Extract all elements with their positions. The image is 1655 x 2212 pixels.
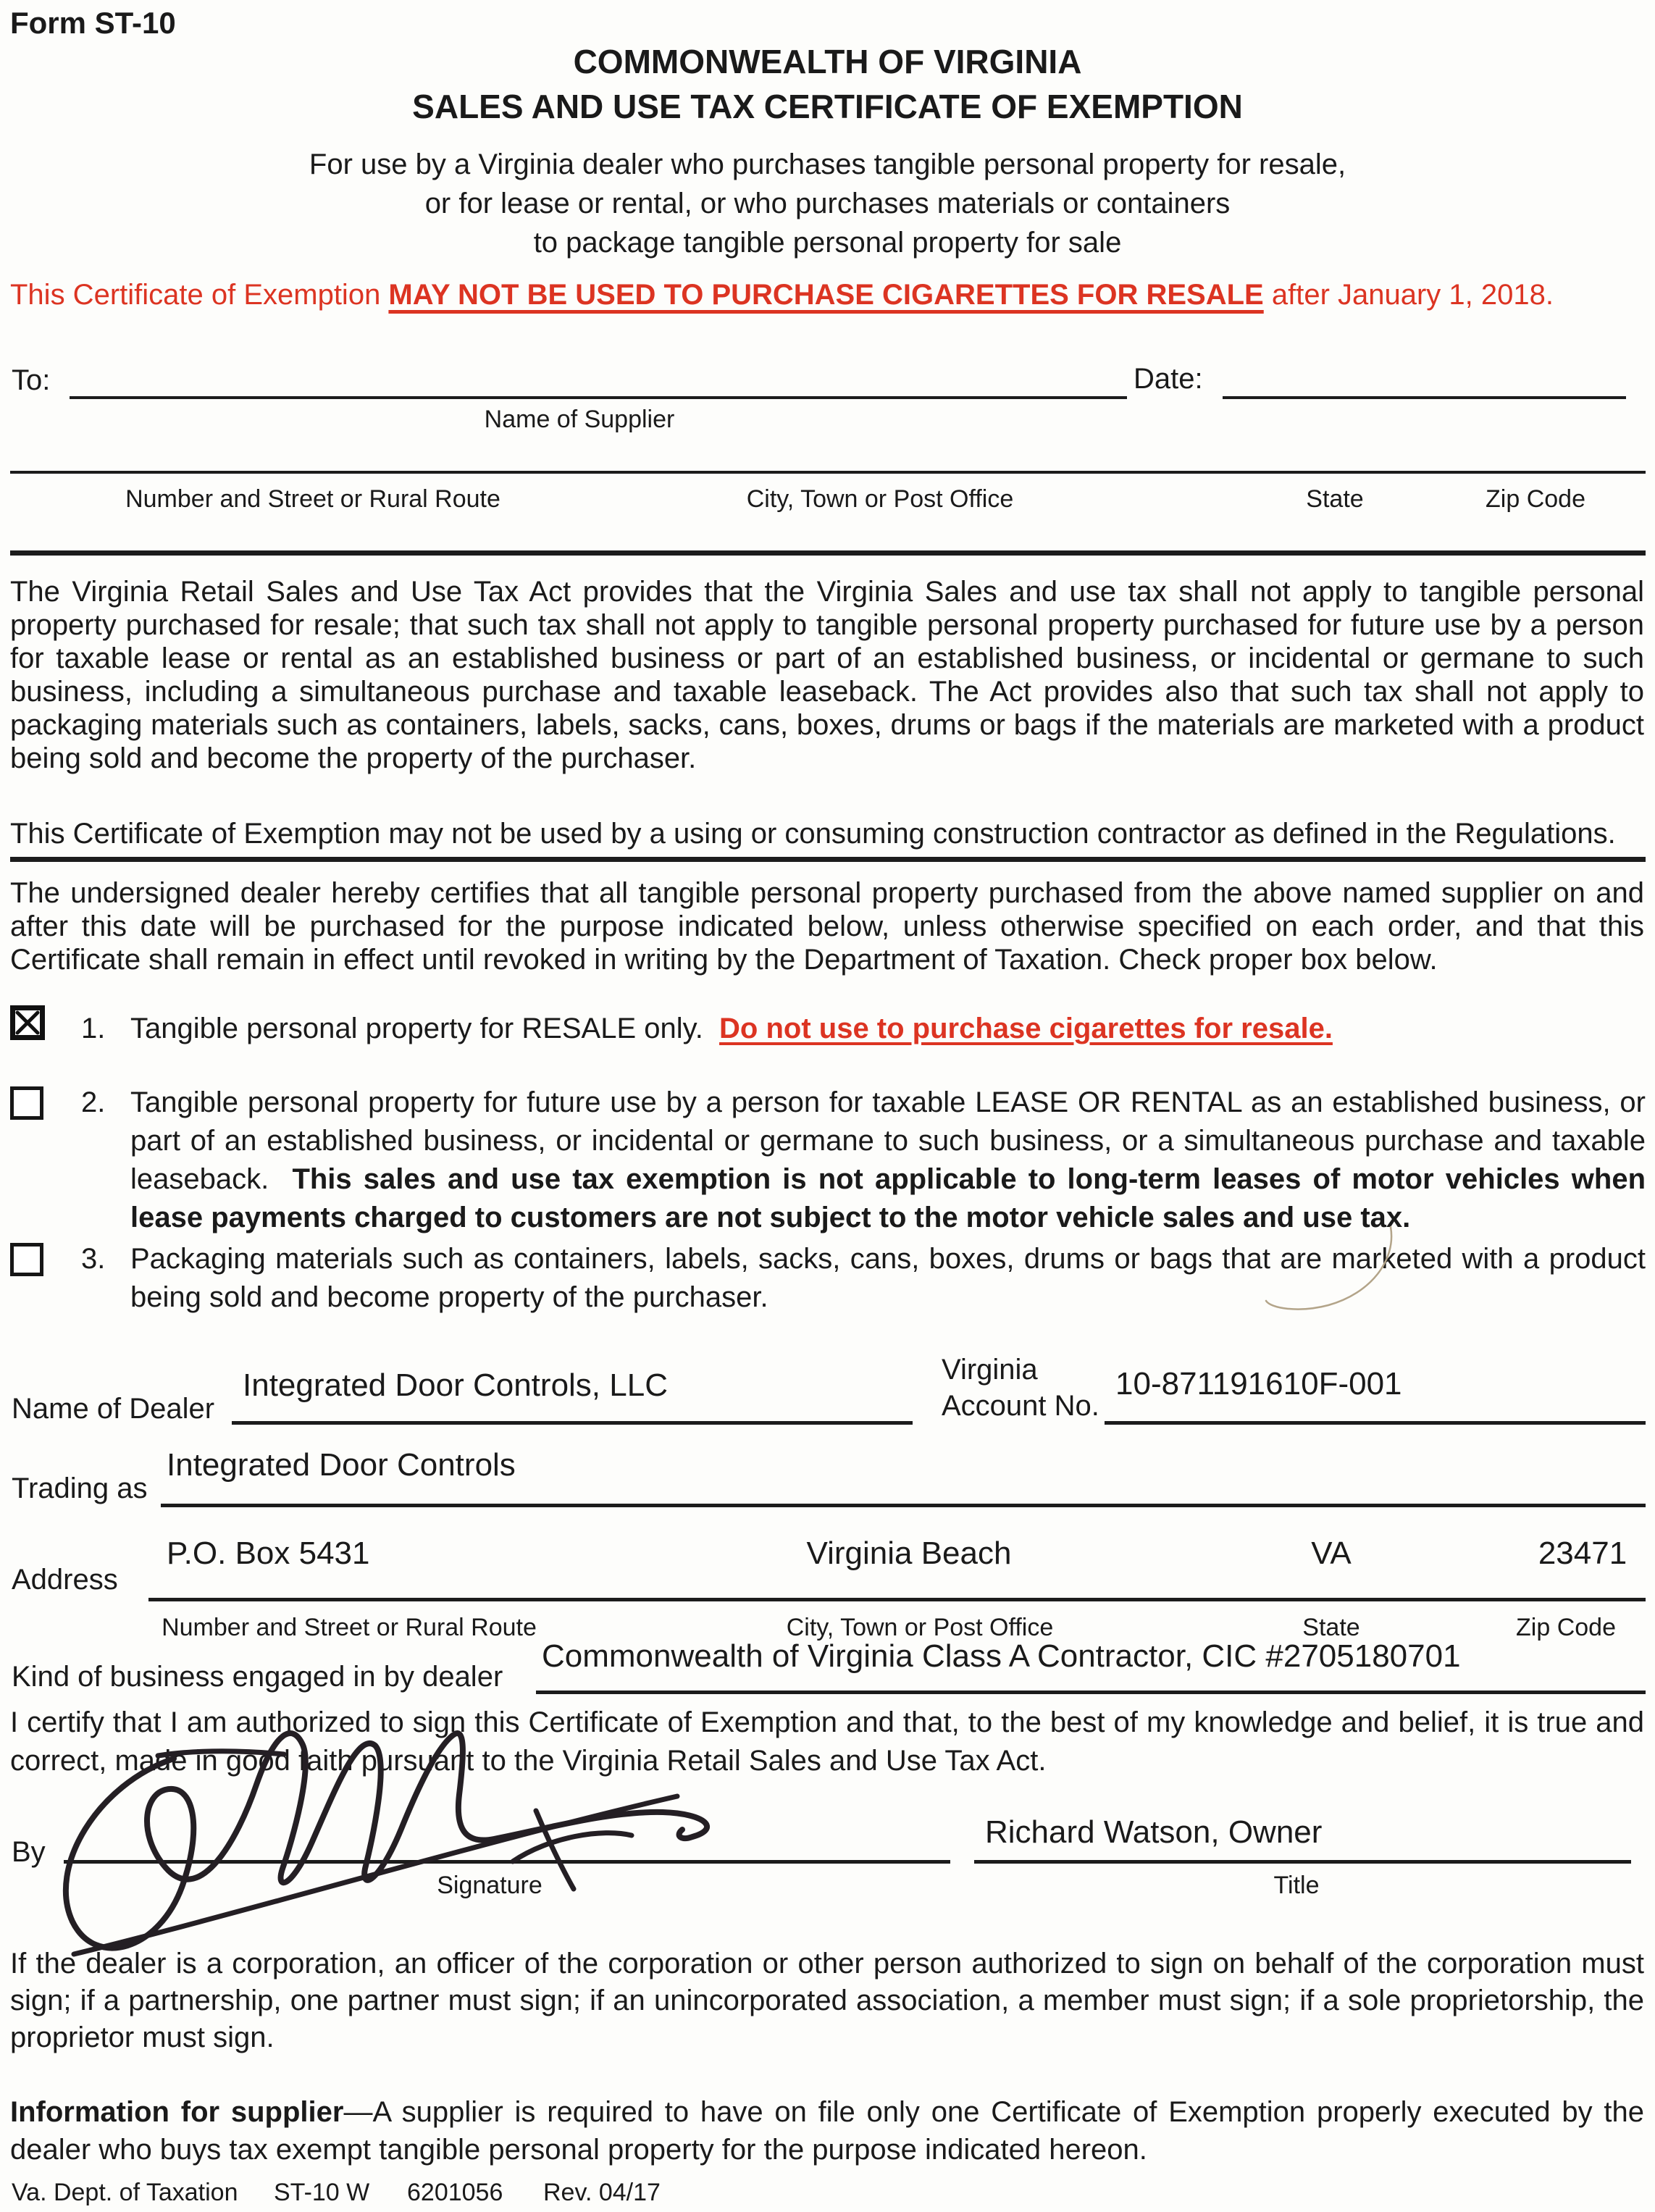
- dealer-street-label: Number and Street or Rural Route: [162, 1614, 537, 1641]
- supplier-info: [10, 2093, 1644, 2169]
- supplier-address-field[interactable]: [10, 471, 1646, 474]
- item-2-text: Tangible personal property for future use by a person for taxable LEASE OR RENTAL as an established business, or part of an established business, or incidental or germane to such business, or a simultaneous purchase and taxable leaseback. This sales and use tax exemption is not applicable to long-term leases of motor vehicles when lease payments charged to customers are not subject to the motor vehicle sales and use tax.: [130, 1086, 1646, 1233]
- form-number: Form ST-10: [10, 6, 176, 40]
- to-label: To:: [12, 364, 51, 396]
- subtitle-line3: to package tangible personal property for sale: [533, 227, 1122, 259]
- item-3-number: 3.: [81, 1243, 106, 1275]
- contractor-note: This Certificate of Exemption may not be used by a using or consuming construction contractor as defined in the Regulations.: [10, 818, 1616, 850]
- dealer-name-line[interactable]: [232, 1421, 913, 1425]
- account-label: Virginia Account No.: [942, 1354, 1099, 1422]
- warning-emphasis: MAY NOT BE USED TO PURCHASE CIGARETTES FOR RESALE: [388, 279, 1264, 311]
- checkbox-packaging[interactable]: [10, 1243, 43, 1276]
- footer-doc-number: 6201056: [407, 2179, 503, 2206]
- item-1-number: 1.: [81, 1013, 106, 1044]
- dealer-name-value[interactable]: Integrated Door Controls, LLC: [243, 1367, 668, 1403]
- item-3-text: Packaging materials such as containers, labels, sacks, cans, boxes, drums or bags that are marketed with a product being sold and become property of the purchaser.: [130, 1243, 1646, 1313]
- certification-text: I certify that I am authorized to sign this Certificate of Exemption and that, to the best of my knowledge and belief, it is true and correct, made in good faith pursuant to the Virginia Retail Sales and Use Tax Act.: [10, 1706, 1644, 1777]
- dealer-address-label: Address: [12, 1564, 118, 1596]
- item-2-number: 2.: [81, 1086, 106, 1118]
- business-kind-value[interactable]: Commonwealth of Virginia Class A Contractor, CIC #2705180701: [542, 1638, 1461, 1674]
- title-line[interactable]: [974, 1860, 1631, 1864]
- name-of-supplier-label: Name of Supplier: [484, 406, 675, 433]
- dealer-city-value[interactable]: Virginia Beach: [806, 1536, 1012, 1571]
- dealer-zip-label: Zip Code: [1516, 1614, 1616, 1641]
- by-label: By: [12, 1836, 46, 1868]
- item-1-red-text: Do not use to purchase cigarettes for resale.: [719, 1013, 1333, 1044]
- warning-prefix: This Certificate of Exemption: [10, 279, 389, 311]
- subtitle-line1: For use by a Virginia dealer who purchases tangible personal property for resale,: [309, 148, 1346, 180]
- business-kind-label: Kind of business engaged in by dealer: [12, 1661, 503, 1693]
- footer-form-code: ST-10 W: [274, 2179, 370, 2206]
- supplier-street-label: Number and Street or Rural Route: [125, 485, 500, 513]
- footer-agency: Va. Dept. of Taxation: [12, 2179, 238, 2206]
- supplier-info-text: —A supplier is required to have on file only one Certificate of Exemption properly executed by the dealer who buys tax exempt tangible personal property for the purpose indicated hereon.: [10, 2096, 1644, 2166]
- supplier-name-field[interactable]: [70, 396, 1127, 399]
- item-1: [81, 1010, 1646, 1048]
- act-paragraph: The Virginia Retail Sales and Use Tax Act provides that the Virginia Sales and use tax shall not apply to tangible personal property purchased for resale; that such tax shall not apply to tangible personal property purchased for future use by a person for taxable lease or rental as an established business or part of an established business, or incidental or germane to such business, including a simultaneous purchase and taxable leaseback. The Act provides also that such tax shall not apply to packaging materials such as containers, labels, sacks, cans, boxes, drums or bags if the materials are marketed with a product being sold and become the property of the purchaser.: [10, 576, 1644, 774]
- trading-as-label: Trading as: [12, 1472, 148, 1504]
- date-field[interactable]: [1223, 396, 1626, 399]
- dealer-state-value[interactable]: VA: [1311, 1536, 1352, 1571]
- scan-hair-artifact: [1260, 1223, 1412, 1324]
- subtitle-line2: or for lease or rental, or who purchases materials or containers: [424, 188, 1231, 219]
- dealer-city-label: City, Town or Post Office: [786, 1614, 1054, 1641]
- dealer-state-label: State: [1302, 1614, 1360, 1641]
- section-divider-2: [10, 857, 1646, 862]
- dealer-street-value[interactable]: P.O. Box 5431: [167, 1536, 370, 1571]
- supplier-info-label: Information for supplier: [10, 2096, 344, 2128]
- account-value[interactable]: 10-871191610F-001: [1115, 1366, 1402, 1402]
- trading-as-line[interactable]: [161, 1504, 1646, 1507]
- checkbox-lease-rental[interactable]: [10, 1086, 43, 1120]
- supplier-city-label: City, Town or Post Office: [746, 485, 1014, 513]
- form-subtitle: [0, 145, 1655, 262]
- item-2-bold-text: This sales and use tax exemption is not applicable to long-term leases of motor vehicles when lease payments charged to customers are not subject to the motor vehicle sales and use tax.: [130, 1163, 1646, 1233]
- footer-revision: Rev. 04/17: [543, 2179, 661, 2206]
- title-label: Title: [1273, 1872, 1320, 1899]
- title-line2: SALES AND USE TAX CERTIFICATE OF EXEMPTION: [412, 88, 1243, 125]
- signature-label: Signature: [437, 1872, 542, 1899]
- checkbox-x-mark: [15, 1010, 40, 1035]
- dealer-zip-value[interactable]: 23471: [1538, 1536, 1627, 1571]
- supplier-state-label: State: [1306, 485, 1364, 513]
- item-2: [81, 1084, 1646, 1237]
- date-label: Date:: [1134, 363, 1203, 395]
- account-line[interactable]: [1105, 1421, 1646, 1425]
- section-divider-1: [10, 550, 1646, 556]
- dealer-name-label: Name of Dealer: [12, 1393, 215, 1425]
- handwritten-signature: [29, 1650, 782, 1976]
- certify-intro: The undersigned dealer hereby certifies that all tangible personal property purchased from the above named supplier on and after this date will be purchased for the purpose indicated below, unless otherwise specified on each order, and that this Certificate shall remain in effect until revoked in writing by the Department of Taxation. Check proper box below.: [10, 877, 1644, 976]
- supplier-zip-label: Zip Code: [1486, 485, 1585, 513]
- trading-as-value[interactable]: Integrated Door Controls: [167, 1447, 516, 1483]
- checkbox-resale[interactable]: [10, 1005, 45, 1040]
- item-1-text: Tangible personal property for RESALE only. Do not use to purchase cigarettes for resale.: [130, 1013, 1333, 1044]
- dealer-address-line[interactable]: [148, 1598, 1646, 1601]
- corporation-note: If the dealer is a corporation, an officer of the corporation or other person authorized to sign on behalf of the corporation must sign; if a partnership, one partner must sign; if an unincorporated association, a member must sign; if a sole proprietorship, the proprietor must sign.: [10, 1948, 1644, 2053]
- signer-name-value[interactable]: Richard Watson, Owner: [985, 1814, 1323, 1850]
- cigarette-warning: [10, 278, 1646, 311]
- title-line1: COMMONWEALTH OF VIRGINIA: [573, 43, 1082, 80]
- warning-suffix: after January 1, 2018.: [1263, 279, 1554, 311]
